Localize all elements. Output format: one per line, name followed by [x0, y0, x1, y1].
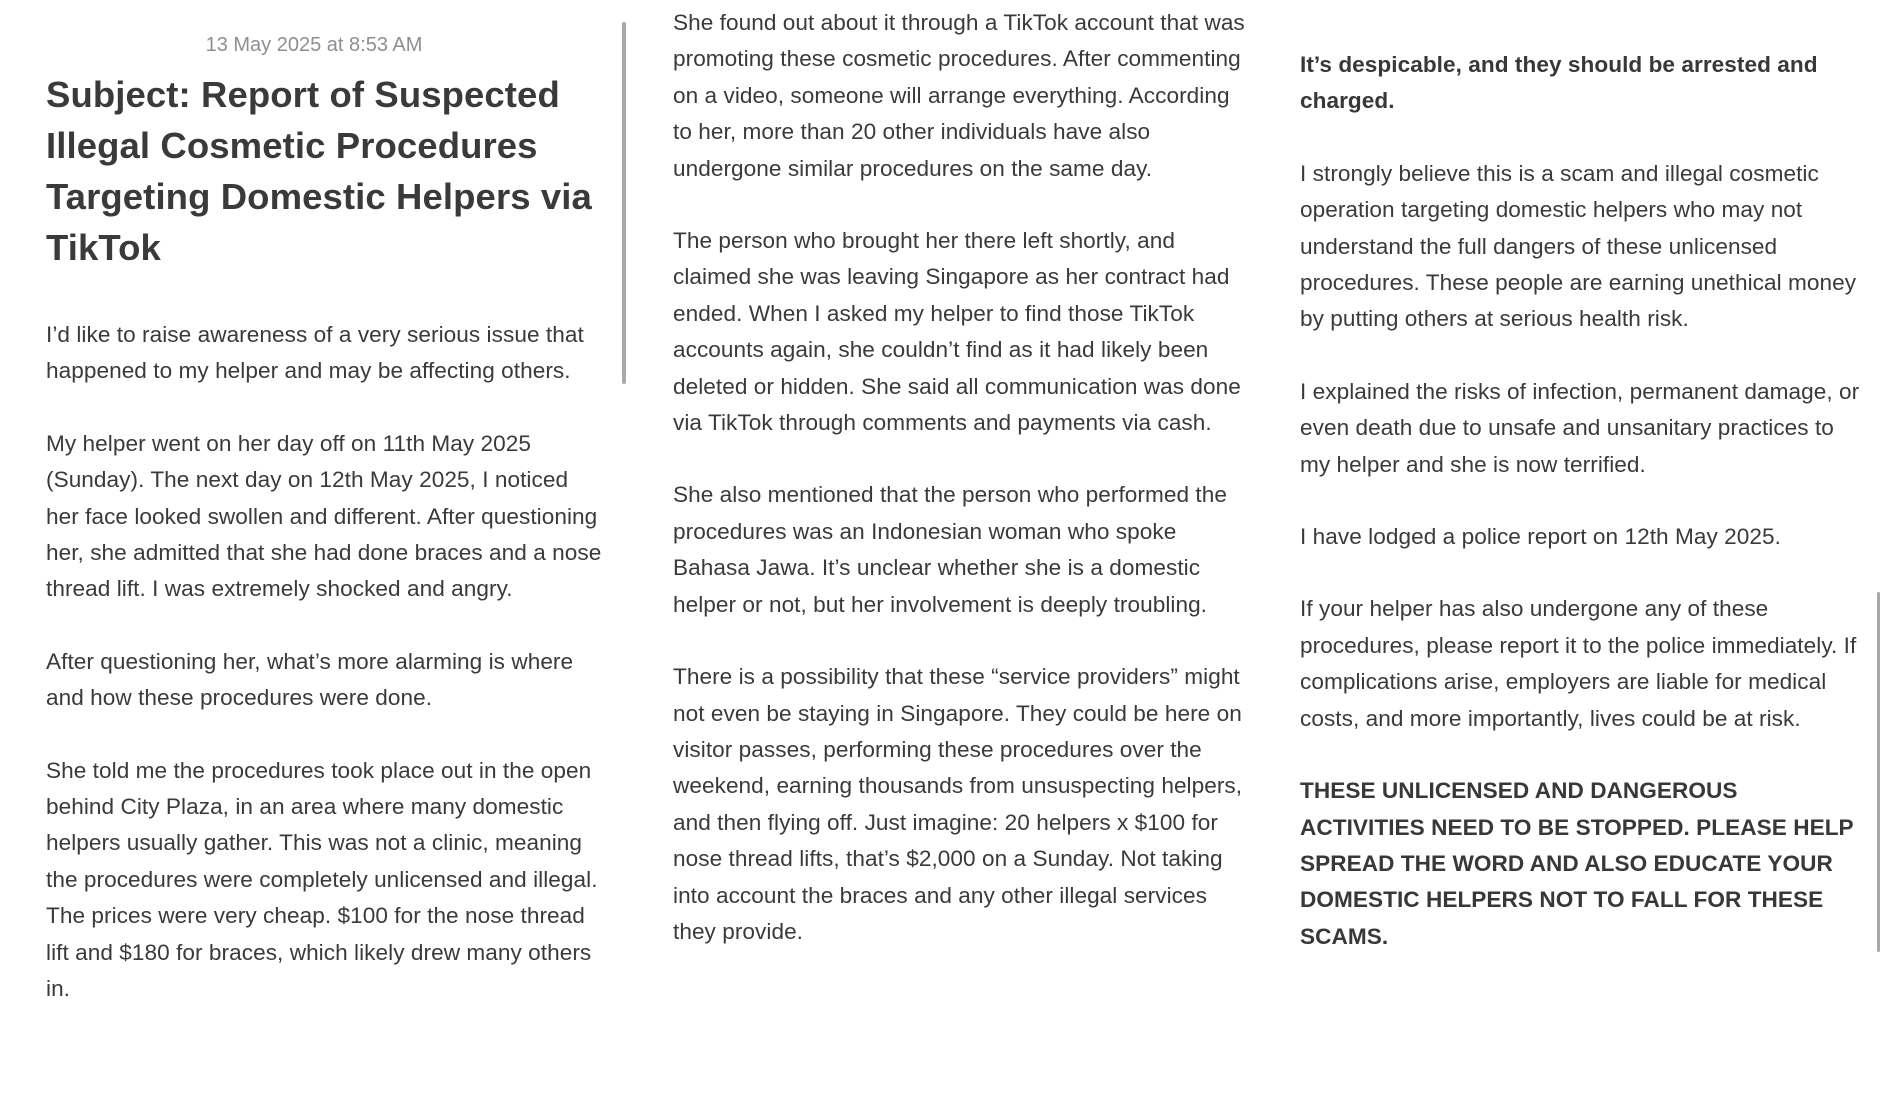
paragraph[interactable]: She also mentioned that the person who performed the procedures was an Indonesian woman who spoke Bahasa Jawa. It’s unclear whether she is a domestic helper or not, but her involvement is deeply troubling.: [673, 482, 1227, 617]
paragraph[interactable]: After questioning her, what’s more alarming is where and how these procedures were done.: [46, 648, 574, 711]
note-column-3: [1300, 47, 1860, 991]
paragraph[interactable]: There is a possibility that these “service providers” might not even be staying in Singapore. They could be here on visitor passes, performing these procedures over the weekend, earning thousands from unsuspecting helpers, and then flying off. Just imagine: 20 helpers x $100 for nose thread lifts, that’s $2,000 on a Sunday. Not taking into account the braces and any other illegal services they provide.: [673, 664, 1243, 944]
note-timestamp: 13 May 2025 at 8:53 AM: [205, 34, 423, 56]
paragraph[interactable]: The person who brought her there left shortly, and claimed she was leaving Singapore as her contract had ended. When I asked my helper to find those TikTok accounts again, she couldn’t find as it had likely been deleted or hidden. She said all communication was done via TikTok through comments and payments via cash.: [673, 228, 1241, 436]
note-column-1: [46, 0, 606, 1044]
paragraph[interactable]: My helper went on her day off on 11th May 2025 (Sunday). The next day on 12th May 2025, I noticed her face looked swollen and different. After questioning her, she admitted that she had done braces and a nose thread lift. I was extremely shocked and angry.: [46, 430, 602, 602]
paragraph[interactable]: She told me the procedures took place out in the open behind City Plaza, in an area where many domestic helpers usually gather. This was not a clinic, meaning the procedures were completely unlicensed and illegal. The prices were very cheap. $100 for the nose thread lift and $180 for braces, which likely drew many others in.: [46, 757, 598, 1002]
paragraph[interactable]: If your helper has also undergone any of these procedures, please report it to the police immediately. If complications arise, employers are liable for medical costs, and more importantly, lives could be at risk.: [1300, 596, 1857, 731]
paragraph[interactable]: I strongly believe this is a scam and illegal cosmetic operation targeting domestic helpers who may not understand the full dangers of these unlicensed procedures. These people are earning unethical money by putting others at serious health risk.: [1300, 160, 1857, 332]
paragraph[interactable]: She found out about it through a TikTok account that was promoting these cosmetic procedures. After commenting on a video, someone will arrange everything. According to her, more than 20 other individuals have also undergone similar procedures on the same day.: [673, 10, 1245, 181]
note-column-2: [673, 5, 1245, 986]
scrollbar-right[interactable]: [1877, 592, 1880, 952]
scrollbar-left[interactable]: [622, 22, 626, 384]
caps-paragraph[interactable]: THESE UNLICENSED AND DANGEROUS ACTIVITIES NEED TO BE STOPPED. PLEASE HELP SPREAD THE WORD AND ALSO EDUCATE YOUR DOMESTIC HELPERS NOT TO FALL FOR THESE SCAMS.: [1300, 778, 1854, 949]
paragraph[interactable]: I’d like to raise awareness of a very serious issue that happened to my helper and may be affecting others.: [46, 322, 584, 384]
bold-paragraph[interactable]: It’s despicable, and they should be arrested and charged.: [1300, 52, 1818, 114]
paragraph[interactable]: I have lodged a police report on 12th May 2025.: [1300, 524, 1781, 550]
paragraph[interactable]: I explained the risks of infection, permanent damage, or even death due to unsafe and unsanitary practices to my helper and she is now terrified.: [1300, 378, 1860, 477]
note-title[interactable]: Subject: Report of Suspected Illegal Cosmetic Procedures Targeting Domestic Helpers via TikTok: [46, 74, 592, 268]
